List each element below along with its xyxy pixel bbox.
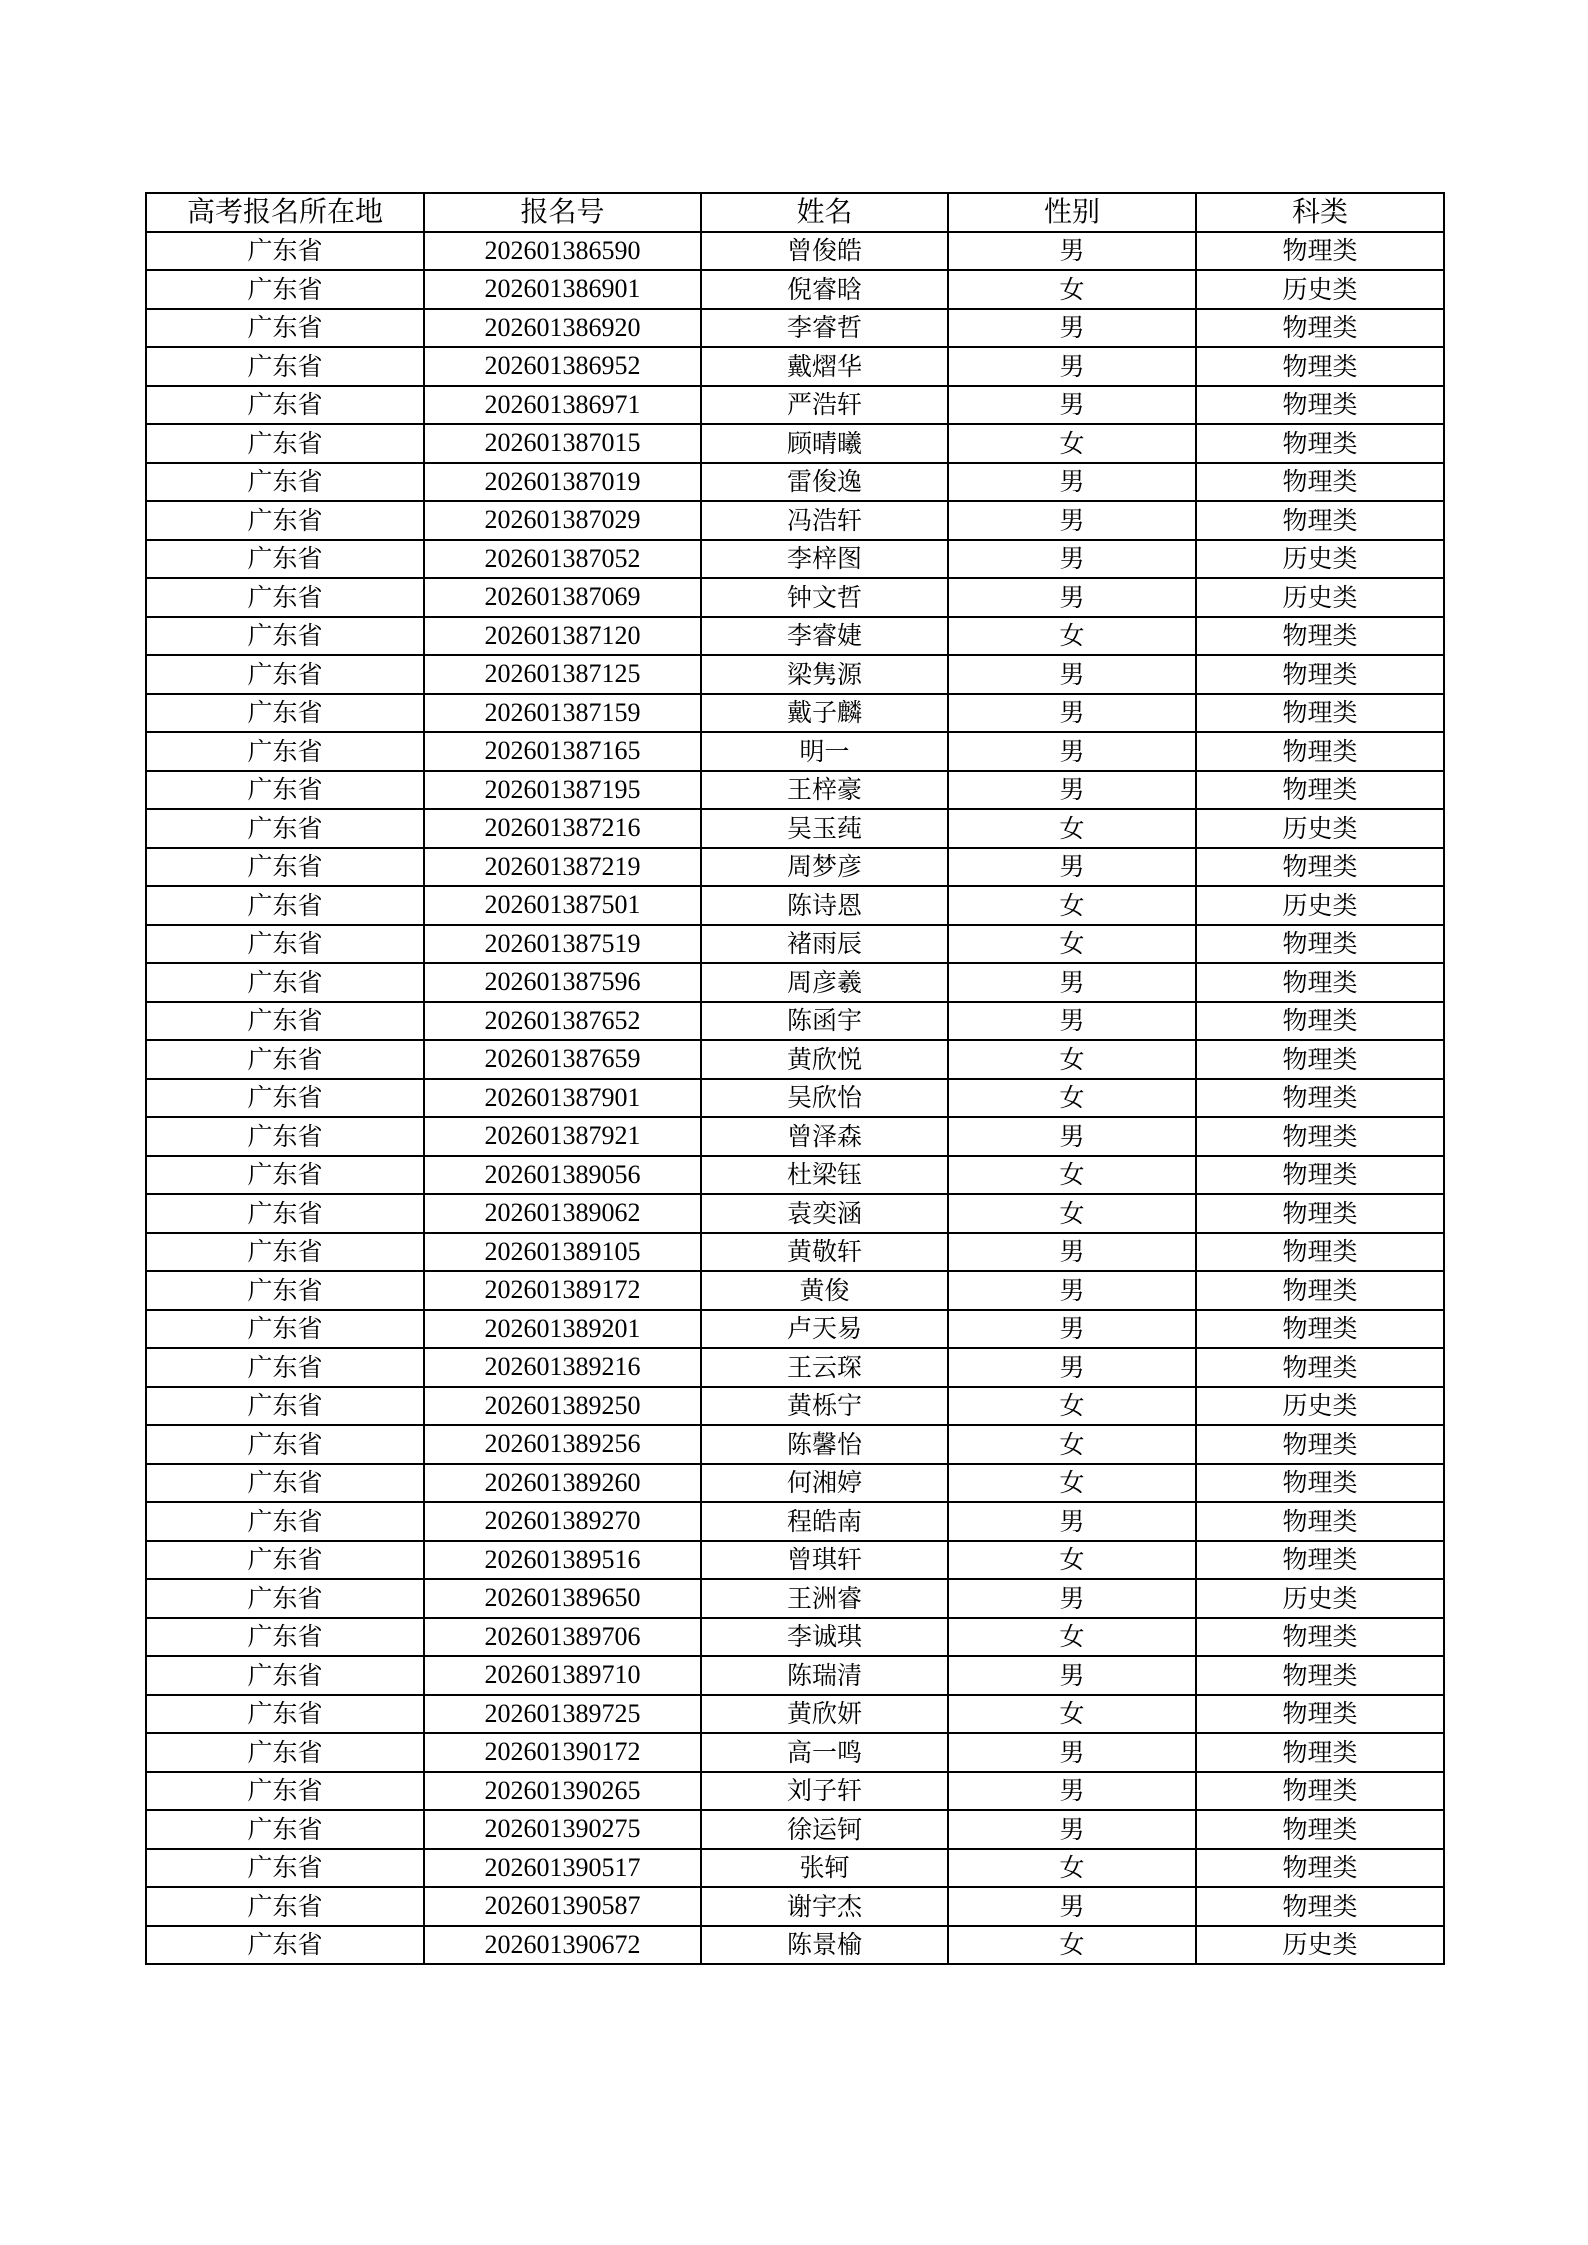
cell-subject-category: 历史类 — [1196, 578, 1444, 617]
table-row — [146, 925, 1444, 964]
cell-gender: 女 — [948, 925, 1196, 964]
cell-gender: 女 — [948, 1926, 1196, 1965]
table-row — [146, 809, 1444, 848]
cell-subject-category: 物理类 — [1196, 309, 1444, 348]
cell-province: 广东省 — [146, 1849, 424, 1888]
cell-province: 广东省 — [146, 886, 424, 925]
cell-province: 广东省 — [146, 1464, 424, 1503]
cell-name: 吴欣怡 — [701, 1079, 948, 1118]
cell-subject-category: 历史类 — [1196, 886, 1444, 925]
table-row — [146, 655, 1444, 694]
cell-subject-category: 物理类 — [1196, 732, 1444, 771]
cell-province: 广东省 — [146, 1271, 424, 1310]
cell-name: 王洲睿 — [701, 1579, 948, 1618]
cell-province: 广东省 — [146, 424, 424, 463]
table-row — [146, 1579, 1444, 1618]
cell-province: 广东省 — [146, 1810, 424, 1849]
table-row — [146, 848, 1444, 887]
roster-body — [146, 232, 1444, 1965]
cell-province: 广东省 — [146, 1310, 424, 1349]
cell-province: 广东省 — [146, 386, 424, 425]
cell-subject-category: 物理类 — [1196, 1502, 1444, 1541]
cell-gender: 男 — [948, 347, 1196, 386]
cell-subject-category: 物理类 — [1196, 463, 1444, 502]
cell-gender: 女 — [948, 1425, 1196, 1464]
table-row — [146, 386, 1444, 425]
cell-province: 广东省 — [146, 1502, 424, 1541]
cell-province: 广东省 — [146, 1348, 424, 1387]
cell-name: 陈景榆 — [701, 1926, 948, 1965]
cell-gender: 男 — [948, 1656, 1196, 1695]
cell-province: 广东省 — [146, 732, 424, 771]
table-row — [146, 347, 1444, 386]
cell-name: 梁隽源 — [701, 655, 948, 694]
cell-registration-number: 202601387519 — [424, 925, 701, 964]
table-row — [146, 1040, 1444, 1079]
cell-subject-category: 物理类 — [1196, 232, 1444, 271]
cell-province: 广东省 — [146, 578, 424, 617]
cell-registration-number: 202601387659 — [424, 1040, 701, 1079]
cell-registration-number: 202601389256 — [424, 1425, 701, 1464]
cell-gender: 女 — [948, 1194, 1196, 1233]
cell-subject-category: 物理类 — [1196, 1849, 1444, 1888]
cell-name: 戴熠华 — [701, 347, 948, 386]
table-row — [146, 1656, 1444, 1695]
cell-registration-number: 202601386920 — [424, 309, 701, 348]
cell-name: 李梓图 — [701, 540, 948, 579]
cell-province: 广东省 — [146, 694, 424, 733]
cell-name: 程皓南 — [701, 1502, 948, 1541]
cell-subject-category: 物理类 — [1196, 1464, 1444, 1503]
cell-province: 广东省 — [146, 1695, 424, 1734]
cell-subject-category: 物理类 — [1196, 1541, 1444, 1580]
cell-gender: 男 — [948, 963, 1196, 1002]
cell-registration-number: 202601387652 — [424, 1002, 701, 1041]
cell-gender: 女 — [948, 1618, 1196, 1657]
cell-name: 冯浩轩 — [701, 501, 948, 540]
roster-table — [145, 192, 1445, 1965]
cell-gender: 女 — [948, 809, 1196, 848]
cell-province: 广东省 — [146, 1733, 424, 1772]
table-row — [146, 1348, 1444, 1387]
cell-subject-category: 物理类 — [1196, 501, 1444, 540]
cell-name: 王云琛 — [701, 1348, 948, 1387]
cell-registration-number: 202601389516 — [424, 1541, 701, 1580]
cell-subject-category: 物理类 — [1196, 963, 1444, 1002]
cell-name: 倪睿晗 — [701, 270, 948, 309]
cell-province: 广东省 — [146, 1887, 424, 1926]
cell-registration-number: 202601390265 — [424, 1772, 701, 1811]
cell-gender: 男 — [948, 1233, 1196, 1272]
cell-subject-category: 物理类 — [1196, 925, 1444, 964]
cell-gender: 男 — [948, 1887, 1196, 1926]
table-row — [146, 1733, 1444, 1772]
cell-registration-number: 202601387216 — [424, 809, 701, 848]
cell-subject-category: 历史类 — [1196, 1387, 1444, 1426]
cell-province: 广东省 — [146, 617, 424, 656]
cell-province: 广东省 — [146, 1579, 424, 1618]
cell-province: 广东省 — [146, 1040, 424, 1079]
cell-province: 广东省 — [146, 270, 424, 309]
cell-gender: 男 — [948, 501, 1196, 540]
cell-gender: 女 — [948, 1541, 1196, 1580]
cell-subject-category: 物理类 — [1196, 655, 1444, 694]
cell-registration-number: 202601387501 — [424, 886, 701, 925]
cell-registration-number: 202601390172 — [424, 1733, 701, 1772]
cell-registration-number: 202601390672 — [424, 1926, 701, 1965]
table-row — [146, 232, 1444, 271]
cell-gender: 男 — [948, 1502, 1196, 1541]
table-row — [146, 540, 1444, 579]
cell-registration-number: 202601389260 — [424, 1464, 701, 1503]
cell-registration-number: 202601386971 — [424, 386, 701, 425]
cell-subject-category: 物理类 — [1196, 1810, 1444, 1849]
cell-registration-number: 202601389650 — [424, 1579, 701, 1618]
table-row — [146, 424, 1444, 463]
cell-registration-number: 202601390517 — [424, 1849, 701, 1888]
table-row — [146, 1502, 1444, 1541]
table-row — [146, 1233, 1444, 1272]
cell-name: 顾晴曦 — [701, 424, 948, 463]
table-row — [146, 1117, 1444, 1156]
cell-registration-number: 202601387921 — [424, 1117, 701, 1156]
table-row — [146, 771, 1444, 810]
table-row — [146, 270, 1444, 309]
cell-registration-number: 202601389725 — [424, 1695, 701, 1734]
cell-name: 黄敬轩 — [701, 1233, 948, 1272]
cell-registration-number: 202601387195 — [424, 771, 701, 810]
cell-registration-number: 202601389062 — [424, 1194, 701, 1233]
cell-registration-number: 202601389706 — [424, 1618, 701, 1657]
cell-province: 广东省 — [146, 347, 424, 386]
table-row — [146, 1849, 1444, 1888]
cell-name: 严浩轩 — [701, 386, 948, 425]
cell-province: 广东省 — [146, 1618, 424, 1657]
cell-gender: 男 — [948, 1772, 1196, 1811]
cell-gender: 女 — [948, 1040, 1196, 1079]
cell-gender: 男 — [948, 848, 1196, 887]
cell-subject-category: 物理类 — [1196, 1695, 1444, 1734]
cell-name: 明一 — [701, 732, 948, 771]
table-row — [146, 1271, 1444, 1310]
cell-subject-category: 物理类 — [1196, 347, 1444, 386]
cell-registration-number: 202601387125 — [424, 655, 701, 694]
cell-name: 雷俊逸 — [701, 463, 948, 502]
cell-gender: 男 — [948, 1733, 1196, 1772]
cell-subject-category: 物理类 — [1196, 1656, 1444, 1695]
cell-registration-number: 202601390587 — [424, 1887, 701, 1926]
cell-subject-category: 物理类 — [1196, 694, 1444, 733]
cell-registration-number: 202601389105 — [424, 1233, 701, 1272]
cell-province: 广东省 — [146, 540, 424, 579]
cell-name: 吴玉莼 — [701, 809, 948, 848]
cell-province: 广东省 — [146, 1387, 424, 1426]
cell-name: 黄俊 — [701, 1271, 948, 1310]
cell-gender: 男 — [948, 1579, 1196, 1618]
cell-province: 广东省 — [146, 1425, 424, 1464]
cell-gender: 男 — [948, 1310, 1196, 1349]
cell-province: 广东省 — [146, 232, 424, 271]
table-row — [146, 1772, 1444, 1811]
cell-subject-category: 物理类 — [1196, 424, 1444, 463]
cell-name: 钟文哲 — [701, 578, 948, 617]
cell-province: 广东省 — [146, 963, 424, 1002]
cell-registration-number: 202601389270 — [424, 1502, 701, 1541]
cell-name: 陈馨怡 — [701, 1425, 948, 1464]
cell-name: 王梓豪 — [701, 771, 948, 810]
cell-subject-category: 历史类 — [1196, 270, 1444, 309]
table-row — [146, 732, 1444, 771]
cell-province: 广东省 — [146, 809, 424, 848]
cell-registration-number: 202601387015 — [424, 424, 701, 463]
cell-registration-number: 202601390275 — [424, 1810, 701, 1849]
cell-name: 曾俊皓 — [701, 232, 948, 271]
table-row — [146, 501, 1444, 540]
cell-province: 广东省 — [146, 1194, 424, 1233]
cell-province: 广东省 — [146, 655, 424, 694]
table-row — [146, 1310, 1444, 1349]
cell-name: 袁奕涵 — [701, 1194, 948, 1233]
table-row — [146, 578, 1444, 617]
cell-gender: 女 — [948, 1156, 1196, 1195]
table-row — [146, 1618, 1444, 1657]
table-row — [146, 1425, 1444, 1464]
cell-name: 李睿婕 — [701, 617, 948, 656]
cell-registration-number: 202601387219 — [424, 848, 701, 887]
cell-subject-category: 历史类 — [1196, 1926, 1444, 1965]
cell-gender: 女 — [948, 886, 1196, 925]
cell-registration-number: 202601389172 — [424, 1271, 701, 1310]
cell-gender: 男 — [948, 1117, 1196, 1156]
cell-subject-category: 物理类 — [1196, 1733, 1444, 1772]
header-province: 高考报名所在地 — [146, 193, 424, 232]
cell-province: 广东省 — [146, 501, 424, 540]
cell-gender: 女 — [948, 424, 1196, 463]
cell-name: 何湘婷 — [701, 1464, 948, 1503]
cell-registration-number: 202601387052 — [424, 540, 701, 579]
header-name: 姓名 — [701, 193, 948, 232]
cell-province: 广东省 — [146, 1117, 424, 1156]
cell-province: 广东省 — [146, 848, 424, 887]
cell-registration-number: 202601389056 — [424, 1156, 701, 1195]
cell-subject-category: 物理类 — [1196, 1310, 1444, 1349]
cell-province: 广东省 — [146, 1079, 424, 1118]
cell-province: 广东省 — [146, 1656, 424, 1695]
table-row — [146, 963, 1444, 1002]
table-row — [146, 1810, 1444, 1849]
cell-name: 周梦彦 — [701, 848, 948, 887]
cell-name: 周彦羲 — [701, 963, 948, 1002]
header-registration-number: 报名号 — [424, 193, 701, 232]
cell-registration-number: 202601386901 — [424, 270, 701, 309]
cell-gender: 男 — [948, 1271, 1196, 1310]
cell-subject-category: 物理类 — [1196, 1772, 1444, 1811]
cell-gender: 女 — [948, 1387, 1196, 1426]
cell-gender: 男 — [948, 1348, 1196, 1387]
cell-subject-category: 物理类 — [1196, 1117, 1444, 1156]
cell-name: 张轲 — [701, 1849, 948, 1888]
cell-registration-number: 202601387901 — [424, 1079, 701, 1118]
cell-province: 广东省 — [146, 309, 424, 348]
cell-registration-number: 202601387029 — [424, 501, 701, 540]
table-row — [146, 1695, 1444, 1734]
table-row — [146, 463, 1444, 502]
cell-gender: 女 — [948, 617, 1196, 656]
cell-gender: 男 — [948, 540, 1196, 579]
cell-name: 李睿哲 — [701, 309, 948, 348]
cell-registration-number: 202601389250 — [424, 1387, 701, 1426]
cell-subject-category: 物理类 — [1196, 1002, 1444, 1041]
table-row — [146, 1926, 1444, 1965]
header-gender: 性别 — [948, 193, 1196, 232]
cell-name: 刘子轩 — [701, 1772, 948, 1811]
cell-province: 广东省 — [146, 771, 424, 810]
cell-subject-category: 物理类 — [1196, 386, 1444, 425]
cell-name: 戴子麟 — [701, 694, 948, 733]
cell-gender: 女 — [948, 1695, 1196, 1734]
cell-subject-category: 物理类 — [1196, 617, 1444, 656]
cell-registration-number: 202601387165 — [424, 732, 701, 771]
cell-name: 杜梁钰 — [701, 1156, 948, 1195]
table-row — [146, 1541, 1444, 1580]
cell-registration-number: 202601386952 — [424, 347, 701, 386]
table-row — [146, 1002, 1444, 1041]
cell-subject-category: 物理类 — [1196, 771, 1444, 810]
cell-gender: 男 — [948, 578, 1196, 617]
cell-name: 曾泽森 — [701, 1117, 948, 1156]
header-subject-category: 科类 — [1196, 193, 1444, 232]
cell-subject-category: 物理类 — [1196, 1348, 1444, 1387]
cell-gender: 女 — [948, 1464, 1196, 1503]
cell-gender: 男 — [948, 694, 1196, 733]
cell-name: 李诚琪 — [701, 1618, 948, 1657]
cell-subject-category: 物理类 — [1196, 1271, 1444, 1310]
cell-subject-category: 历史类 — [1196, 809, 1444, 848]
cell-name: 黄欣悦 — [701, 1040, 948, 1079]
cell-subject-category: 历史类 — [1196, 1579, 1444, 1618]
cell-gender: 男 — [948, 386, 1196, 425]
cell-name: 黄栎宁 — [701, 1387, 948, 1426]
cell-subject-category: 物理类 — [1196, 848, 1444, 887]
cell-gender: 男 — [948, 1810, 1196, 1849]
table-row — [146, 1887, 1444, 1926]
cell-name: 高一鸣 — [701, 1733, 948, 1772]
cell-registration-number: 202601387019 — [424, 463, 701, 502]
cell-subject-category: 物理类 — [1196, 1079, 1444, 1118]
cell-name: 曾琪轩 — [701, 1541, 948, 1580]
cell-name: 谢宇杰 — [701, 1887, 948, 1926]
cell-subject-category: 物理类 — [1196, 1040, 1444, 1079]
cell-province: 广东省 — [146, 1002, 424, 1041]
cell-name: 黄欣妍 — [701, 1695, 948, 1734]
cell-province: 广东省 — [146, 463, 424, 502]
cell-gender: 女 — [948, 1849, 1196, 1888]
cell-subject-category: 物理类 — [1196, 1156, 1444, 1195]
table-row — [146, 1464, 1444, 1503]
cell-name: 徐运钶 — [701, 1810, 948, 1849]
table-row — [146, 1079, 1444, 1118]
cell-registration-number: 202601389710 — [424, 1656, 701, 1695]
header-row — [146, 193, 1444, 232]
cell-province: 广东省 — [146, 925, 424, 964]
cell-registration-number: 202601386590 — [424, 232, 701, 271]
table-row — [146, 886, 1444, 925]
cell-gender: 男 — [948, 309, 1196, 348]
cell-registration-number: 202601389201 — [424, 1310, 701, 1349]
cell-gender: 男 — [948, 732, 1196, 771]
table-row — [146, 1387, 1444, 1426]
table-row — [146, 309, 1444, 348]
cell-subject-category: 物理类 — [1196, 1887, 1444, 1926]
cell-province: 广东省 — [146, 1926, 424, 1965]
cell-gender: 女 — [948, 1079, 1196, 1118]
table-row — [146, 694, 1444, 733]
cell-gender: 男 — [948, 232, 1196, 271]
cell-registration-number: 202601387596 — [424, 963, 701, 1002]
cell-province: 广东省 — [146, 1541, 424, 1580]
cell-name: 褚雨辰 — [701, 925, 948, 964]
cell-name: 卢天易 — [701, 1310, 948, 1349]
cell-name: 陈函宇 — [701, 1002, 948, 1041]
cell-subject-category: 物理类 — [1196, 1194, 1444, 1233]
cell-name: 陈诗恩 — [701, 886, 948, 925]
cell-subject-category: 物理类 — [1196, 1425, 1444, 1464]
cell-subject-category: 物理类 — [1196, 1233, 1444, 1272]
cell-province: 广东省 — [146, 1233, 424, 1272]
cell-registration-number: 202601387120 — [424, 617, 701, 656]
cell-subject-category: 物理类 — [1196, 1618, 1444, 1657]
table-row — [146, 1156, 1444, 1195]
cell-province: 广东省 — [146, 1156, 424, 1195]
cell-province: 广东省 — [146, 1772, 424, 1811]
table-row — [146, 617, 1444, 656]
cell-subject-category: 历史类 — [1196, 540, 1444, 579]
cell-gender: 女 — [948, 270, 1196, 309]
cell-gender: 男 — [948, 771, 1196, 810]
table-row — [146, 1194, 1444, 1233]
cell-name: 陈瑞清 — [701, 1656, 948, 1695]
cell-registration-number: 202601389216 — [424, 1348, 701, 1387]
cell-gender: 男 — [948, 655, 1196, 694]
cell-gender: 男 — [948, 1002, 1196, 1041]
cell-registration-number: 202601387159 — [424, 694, 701, 733]
cell-gender: 男 — [948, 463, 1196, 502]
cell-registration-number: 202601387069 — [424, 578, 701, 617]
